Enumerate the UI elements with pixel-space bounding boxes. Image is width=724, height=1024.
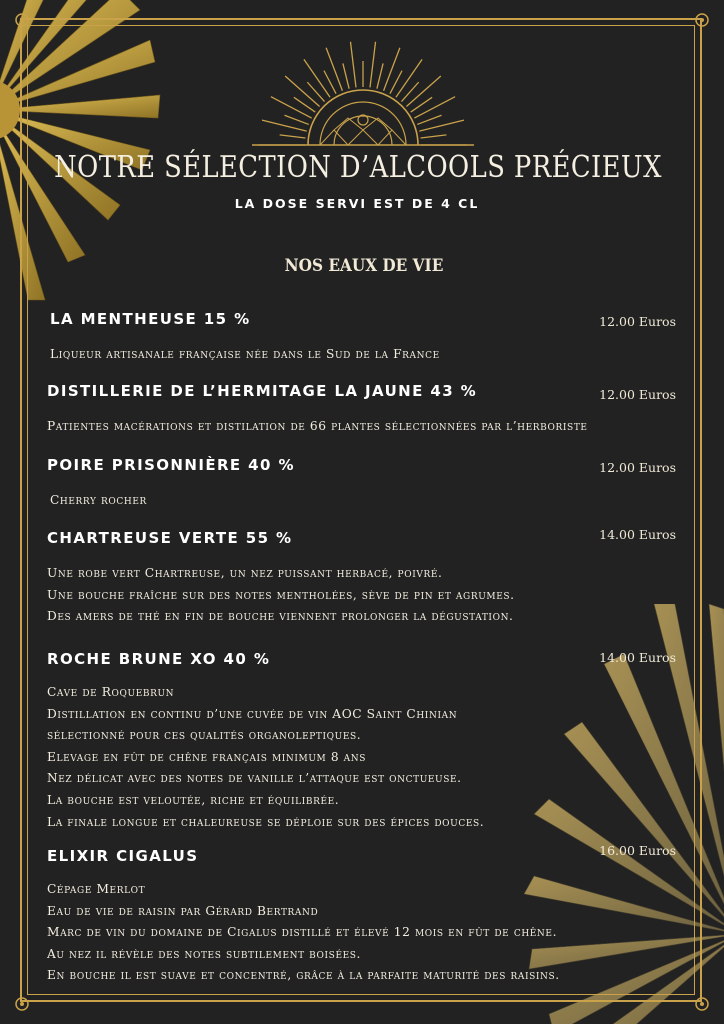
sun-ray xyxy=(370,42,376,88)
sun-ray xyxy=(280,135,306,138)
sun-ray xyxy=(271,97,312,118)
description-line: sélectionné pour ces qualités organoleptiques. xyxy=(47,728,362,743)
page-subtitle: LA DOSE SERVI EST DE 4 CL xyxy=(234,196,480,211)
corner-flourish-icon xyxy=(14,12,30,28)
description-line: Une robe vert Chartreuse, un nez puissant herbacé, poivré. xyxy=(47,566,443,580)
item-price: 14.00 Euros xyxy=(599,527,676,542)
sun-ray xyxy=(326,48,342,91)
sun-ray xyxy=(285,76,319,107)
item-description xyxy=(50,490,147,512)
item-description xyxy=(47,682,484,833)
sunburst-emblem-icon xyxy=(248,40,478,152)
description-line: Patientes macérations et distilation de 66 plantes sélectionnées par l’herboriste xyxy=(47,419,588,433)
description-line: Des amers de thé en fin de bouche viennent prolonger la dégustation. xyxy=(47,609,514,624)
description-line: Une bouche fraîche sur des notes mentholées, sève de pin et agrumes. xyxy=(47,587,515,602)
description-line: Eau de vie de raisin par Gérard Bertrand xyxy=(47,903,319,918)
description-line: Nez délicat avec des notes de vanille l’attaque est onctueuse. xyxy=(47,771,462,786)
item-name: LA MENTHEUSE 15 % xyxy=(50,310,251,328)
item-price: 12.00 Euros xyxy=(599,460,676,475)
description-line: Elevage en fût de chêne français minimum 8 ans xyxy=(47,749,367,764)
item-description xyxy=(47,563,515,628)
description-line: Au nez il révèle des notes subtilement boisées. xyxy=(47,946,362,961)
item-name: ROCHE BRUNE XO 40 % xyxy=(47,650,271,668)
item-description xyxy=(47,879,560,987)
sun-ray xyxy=(304,59,330,97)
item-name: POIRE PRISONNIÈRE 40 % xyxy=(47,456,295,474)
description-line: Cherry rocher xyxy=(50,493,147,507)
section-title: NOS EAUX DE VIE xyxy=(284,256,444,276)
item-description xyxy=(50,344,440,366)
sun-ray xyxy=(421,135,447,138)
sun-ray xyxy=(406,76,440,107)
description-line: Cépage Merlot xyxy=(47,882,146,896)
sun-ray xyxy=(396,59,422,97)
sun-ray xyxy=(414,97,455,118)
sun-ray xyxy=(384,48,400,91)
description-line: Cave de Roquebrun xyxy=(47,685,175,699)
sun-ray xyxy=(417,115,441,124)
description-line: Distillation en continu d’une cuvée de vin AOC Saint Chinian xyxy=(47,706,458,721)
item-price: 14.00 Euros xyxy=(599,650,676,665)
sun-ray xyxy=(377,63,383,88)
item-price: 12.00 Euros xyxy=(599,387,676,402)
sun-ray xyxy=(284,115,308,124)
sun-ray xyxy=(343,63,349,88)
corner-flourish-icon xyxy=(694,12,710,28)
description-line: En bouche il est suave et concentré, grâce à la parfaite maturité des raisins. xyxy=(47,968,560,983)
item-price: 16.00 Euros xyxy=(599,843,676,858)
page-title: NOTRE SÉLECTION D’ALCOOLS PRÉCIEUX xyxy=(54,150,662,185)
description-line: Marc de vin du domaine de Cigalus distillé et élevé 12 mois en fût de chêne. xyxy=(47,925,558,940)
corner-flourish-icon xyxy=(694,996,710,1012)
corner-flourish-icon xyxy=(14,996,30,1012)
item-description xyxy=(47,416,588,438)
description-line: Liqueur artisanale française née dans le Sud de la France xyxy=(50,347,440,361)
item-name: CHARTREUSE VERTE 55 % xyxy=(47,529,293,547)
item-name: DISTILLERIE DE L’HERMITAGE LA JAUNE 43 % xyxy=(47,382,478,400)
description-line: La bouche est veloutée, riche et équilibrée. xyxy=(47,792,340,807)
description-line: La finale longue et chaleureuse se déploie sur des épices douces. xyxy=(47,814,485,829)
item-name: ELIXIR CIGALUS xyxy=(47,847,199,865)
item-price: 12.00 Euros xyxy=(599,314,676,329)
sun-ray xyxy=(350,42,356,88)
